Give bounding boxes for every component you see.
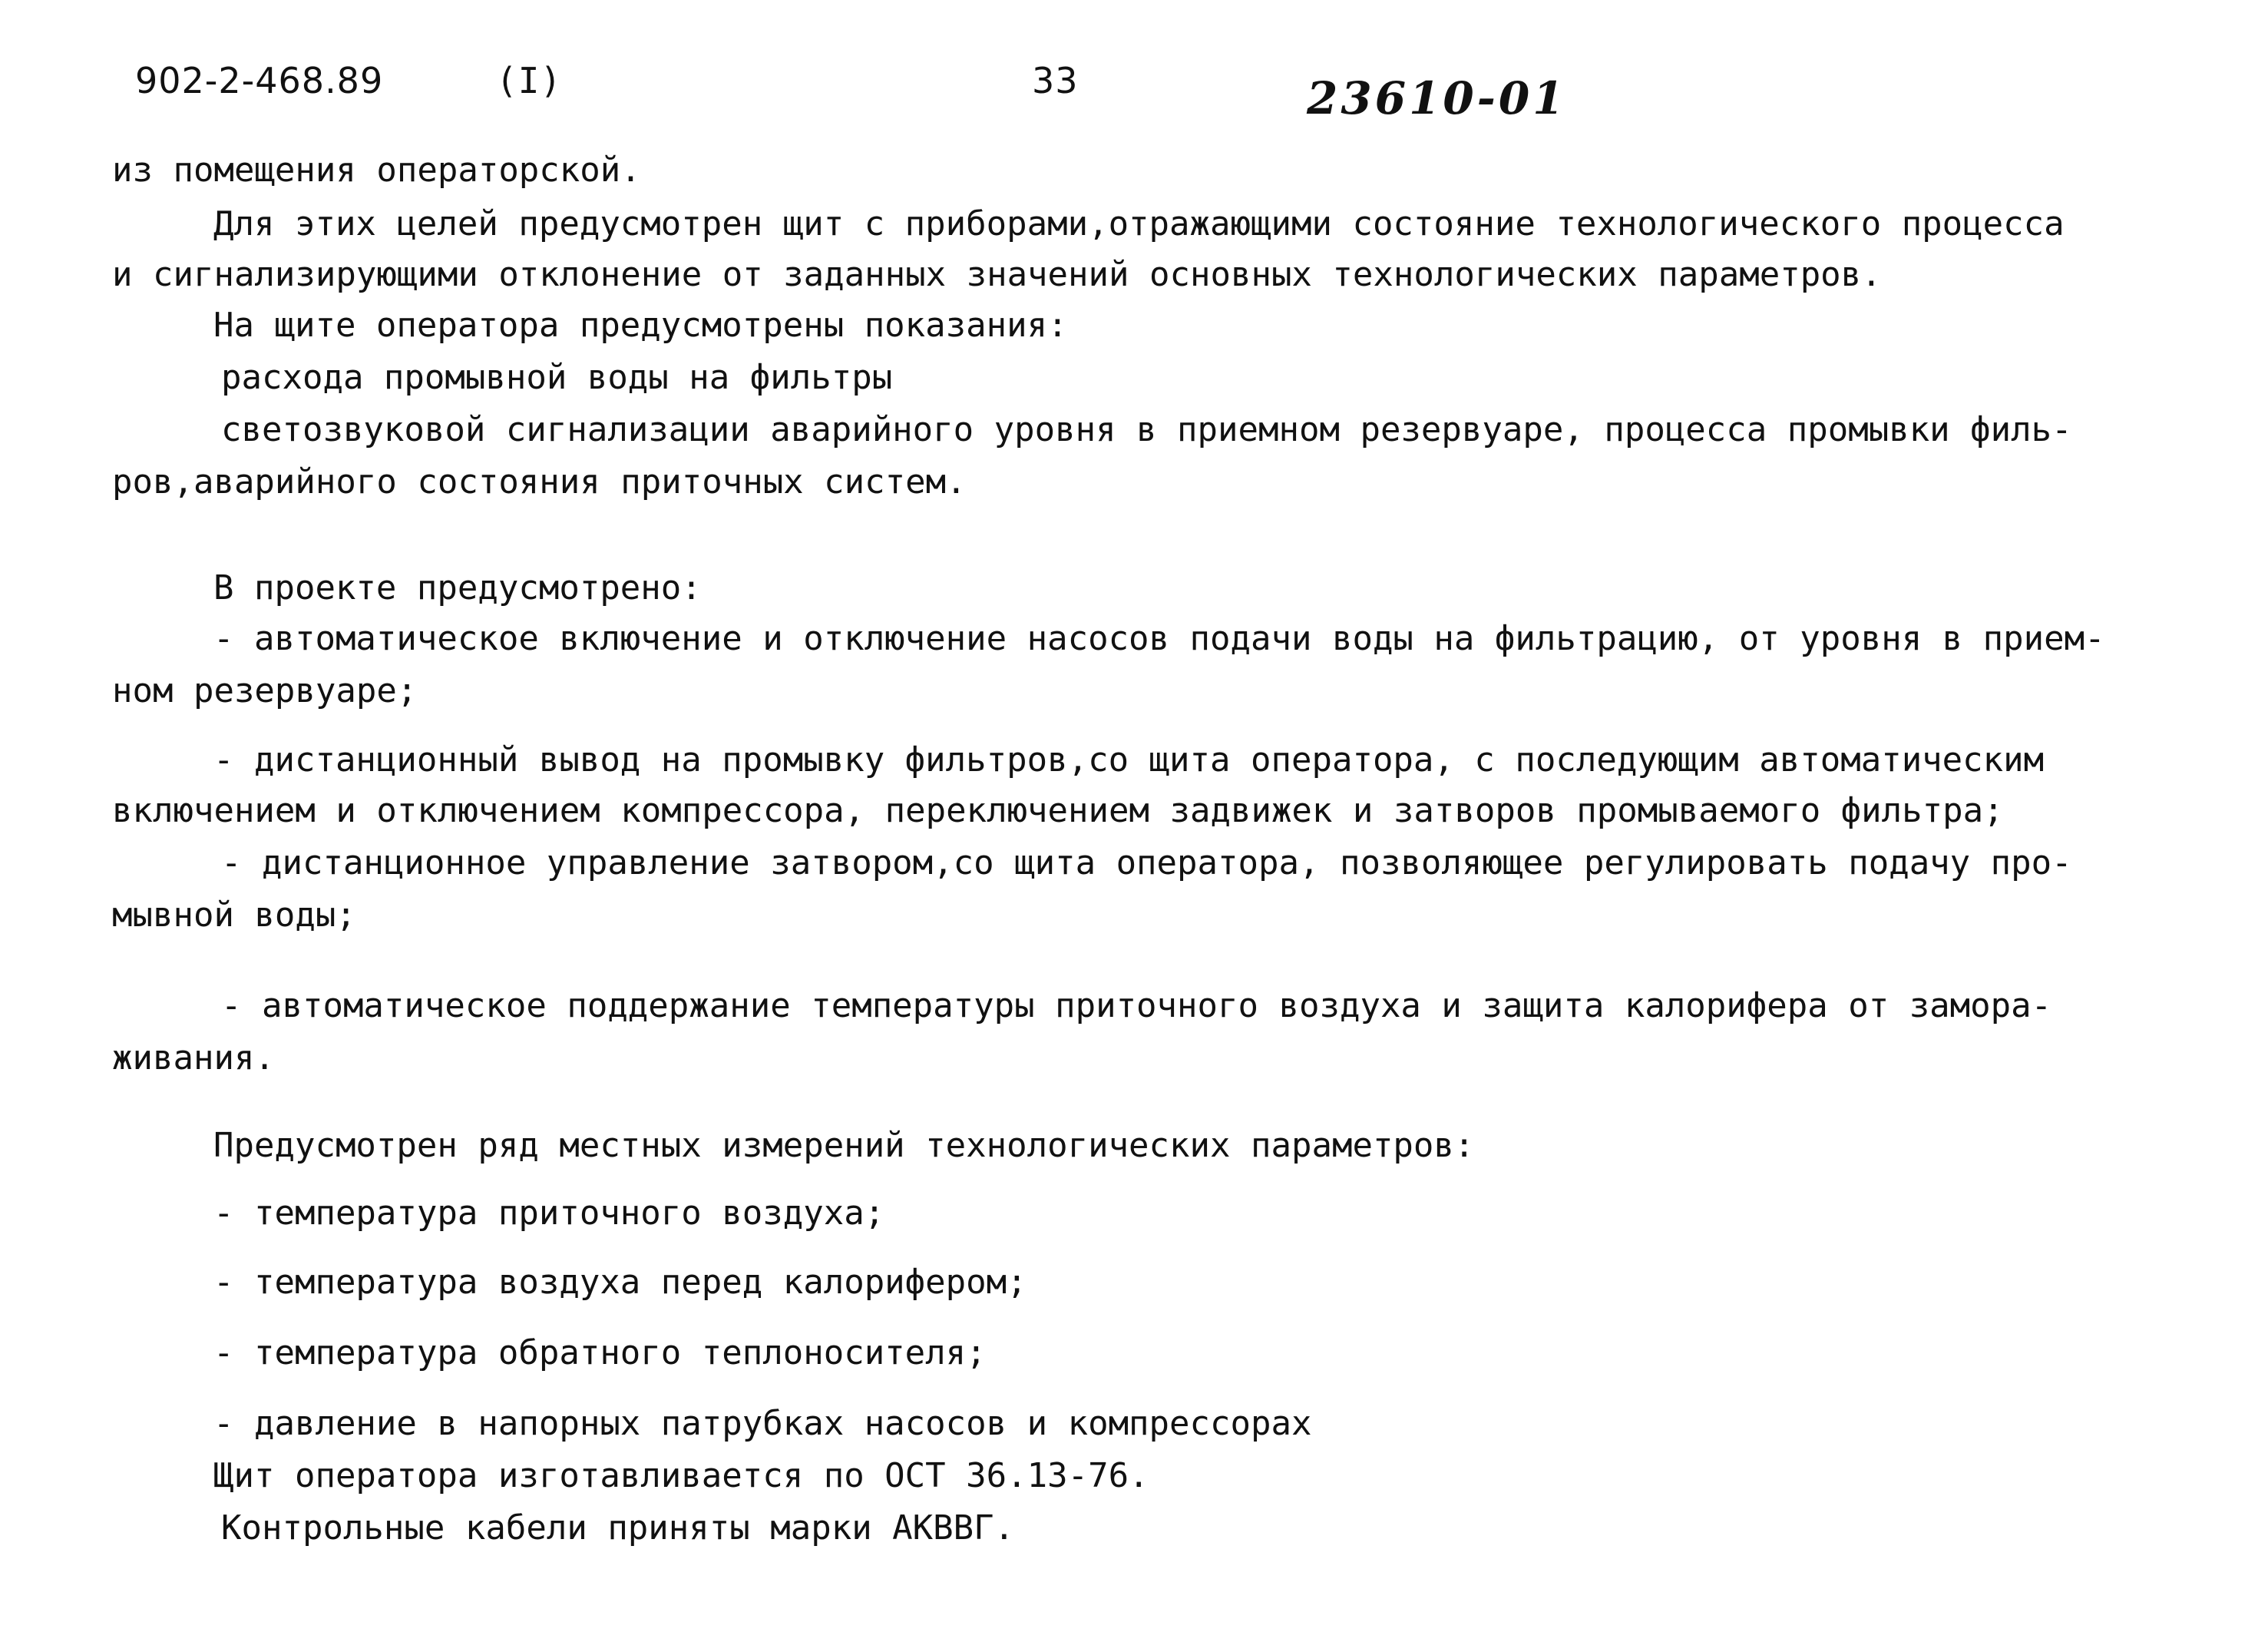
text-line: - автоматическое включение и отключение насосов подачи воды на фильтрацию, от уровня в прием- xyxy=(213,619,2105,658)
text-line: ном резервуаре; xyxy=(112,671,418,710)
text-line: В проекте предусмотрено: xyxy=(213,568,702,607)
document-part: (I) xyxy=(496,60,563,101)
text-line: Контрольные кабели приняты марки АКВВГ. xyxy=(221,1508,1015,1548)
text-line: Щит оператора изготавливается по ОСТ 36.13-76. xyxy=(213,1456,1149,1495)
text-line: Предусмотрен ряд местных измерений технологических параметров: xyxy=(213,1126,1475,1165)
text-line: и сигнализирующими отклонение от заданных значений основных технологических параметров. xyxy=(112,255,1882,294)
text-line: На щите оператора предусмотрены показания: xyxy=(213,306,1068,345)
text-line: - автоматическое поддержание температуры приточного воздуха и защита калорифера от замора- xyxy=(221,986,2052,1025)
page-number: 33 xyxy=(1032,60,1079,101)
text-line: из помещения операторской. xyxy=(112,151,641,190)
text-line: - дистанционный вывод на промывку фильтров,со щита оператора, с последующим автоматическим xyxy=(213,740,2045,780)
text-line: расхода промывной воды на фильтры xyxy=(221,358,893,397)
text-line: включением и отключением компрессора, переключением задвижек и затворов промываемого фильтра; xyxy=(112,791,2004,830)
text-line: Для этих целей предусмотрен щит с приборами,отражающими состояние технологического процесса xyxy=(213,204,2065,243)
text-line: - температура приточного воздуха; xyxy=(213,1193,885,1233)
text-line: - температура воздуха перед калорифером; xyxy=(213,1263,1027,1302)
inventory-number: 23610-01 xyxy=(1307,72,1567,124)
text-line: живания. xyxy=(112,1038,275,1078)
text-line: - дистанционное управление затвором,со щита оператора, позволяющее регулировать подачу про- xyxy=(221,843,2072,882)
text-line: - давление в напорных патрубках насосов и компрессорах xyxy=(213,1404,1312,1443)
text-line: мывной воды; xyxy=(112,895,356,935)
text-line: светозвуковой сигнализации аварийного уровня в приемном резервуаре, процесса промывки филь- xyxy=(221,410,2072,449)
text-line: ров,аварийного состояния приточных систем. xyxy=(112,462,967,502)
text-line: - температура обратного теплоносителя; xyxy=(213,1333,987,1372)
document-code: 902-2-468.89 xyxy=(135,60,384,101)
